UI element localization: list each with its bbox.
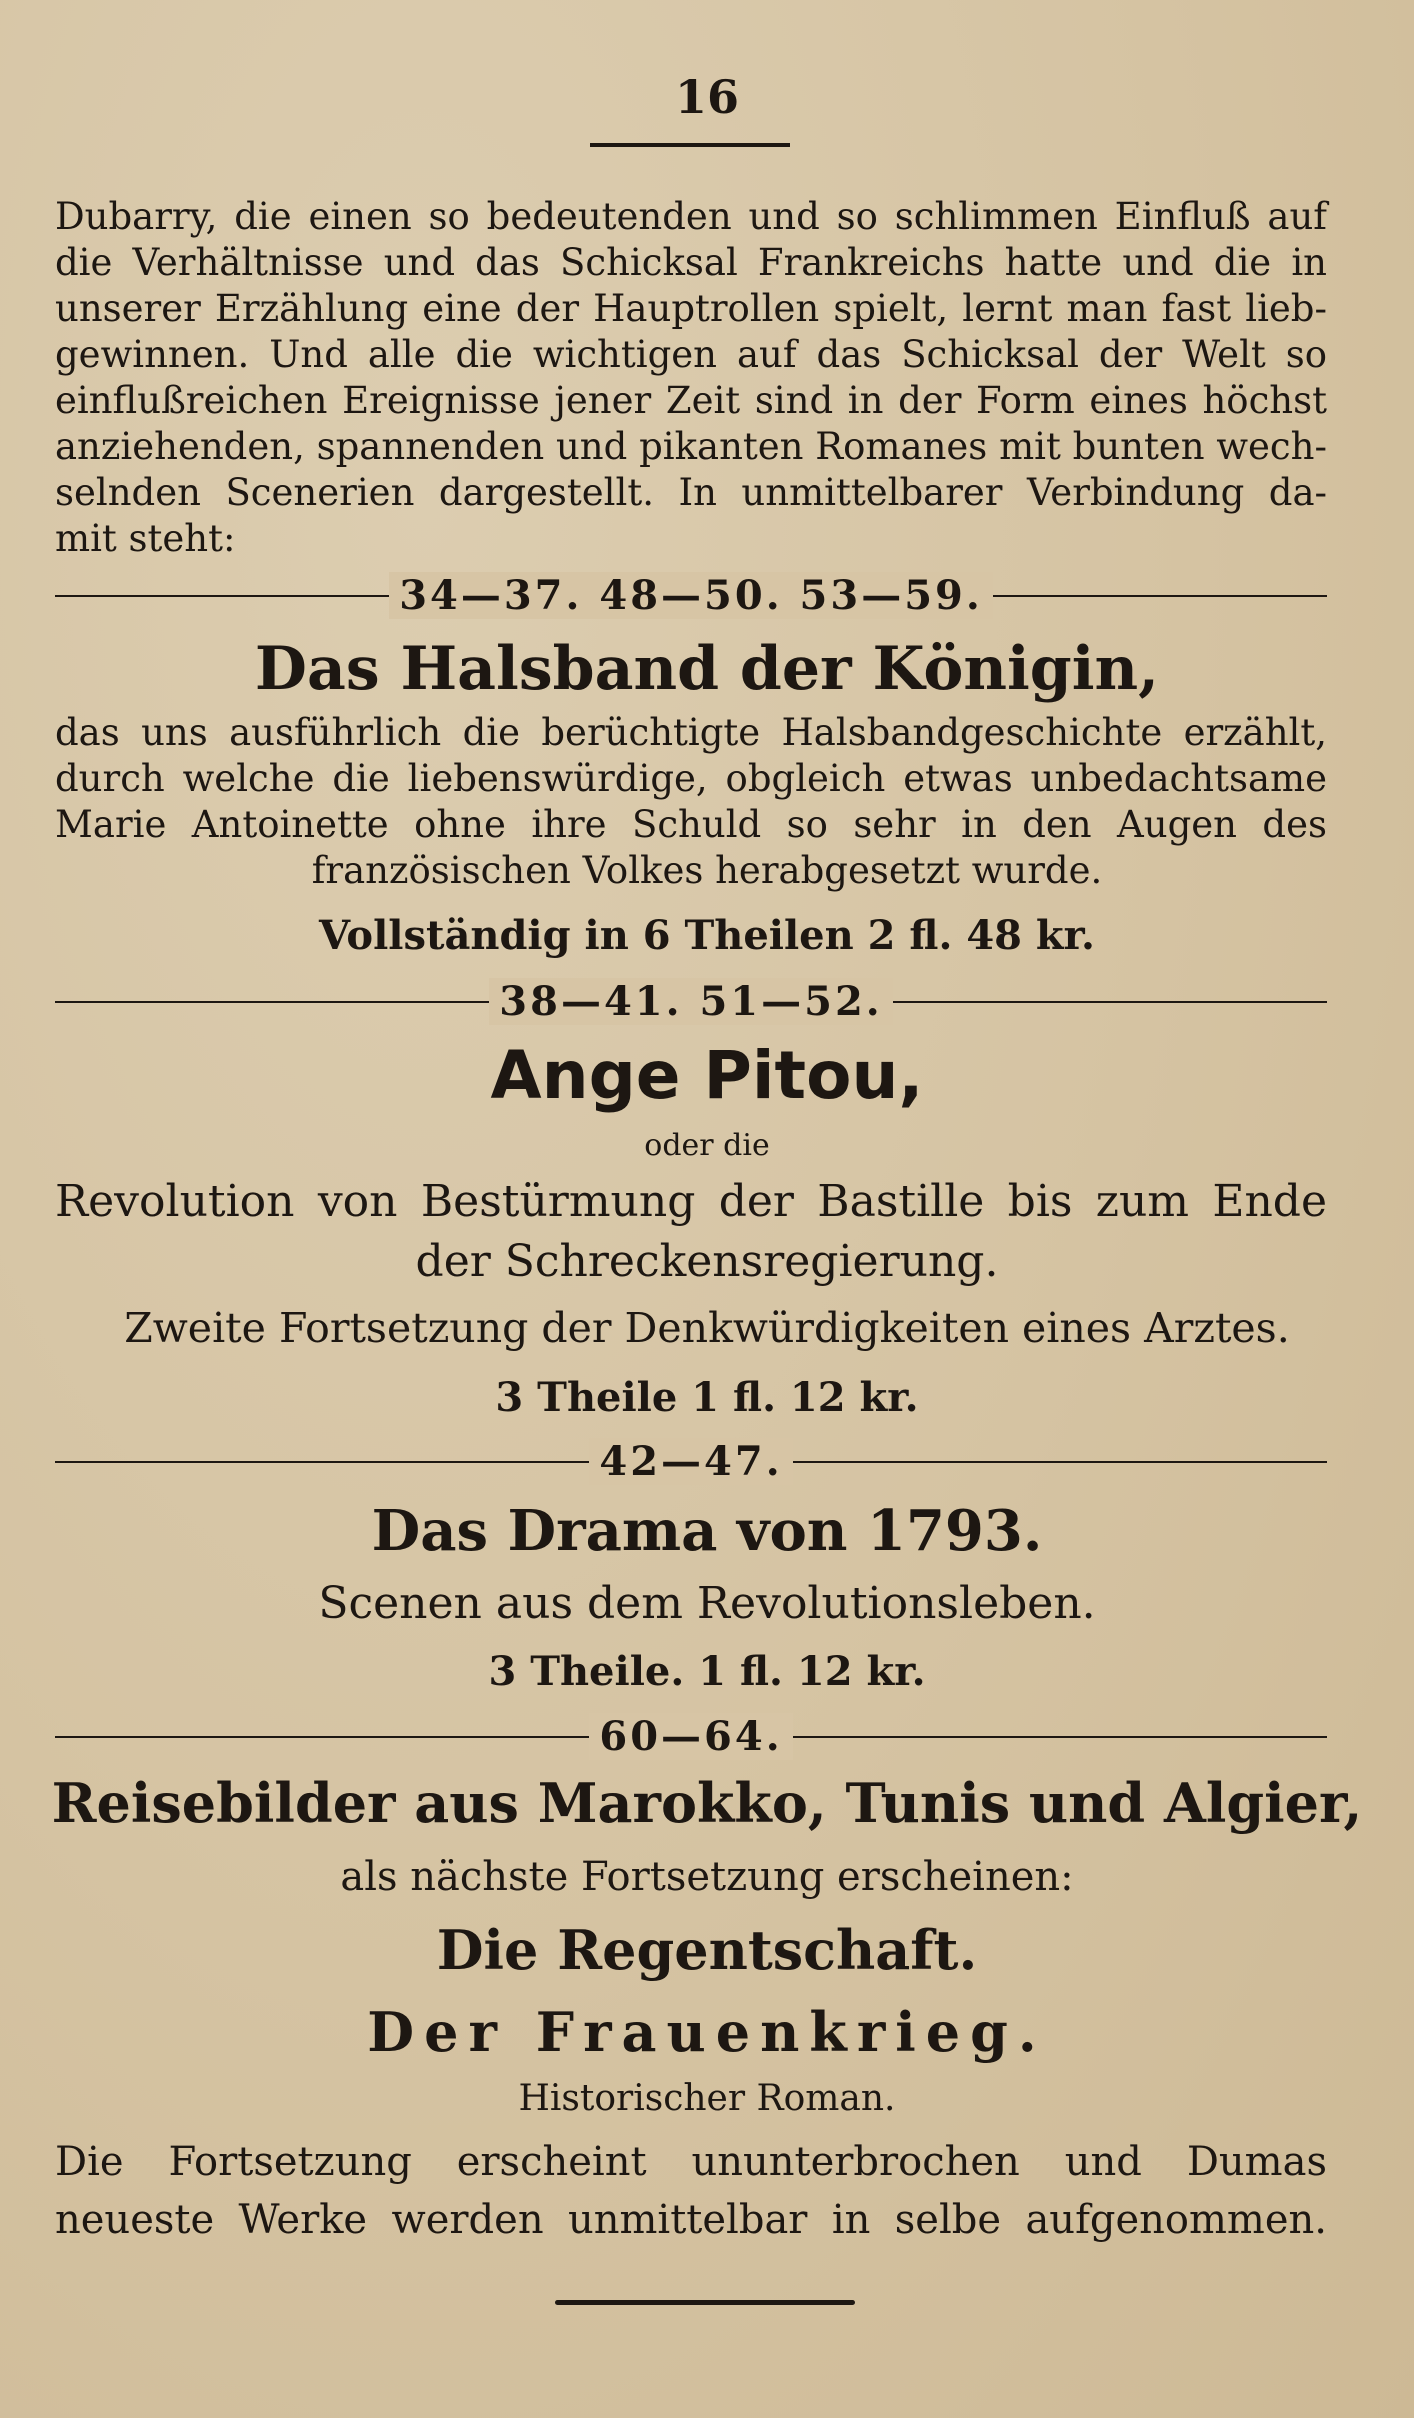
issue-numbers: 38—41. 51—52. — [489, 978, 892, 1025]
section-title: Reisebilder aus Marokko, Tunis und Algier, — [51, 1771, 1363, 1835]
section-divider — [55, 1437, 1327, 1487]
intro-line: die Verhältnisse und das Schicksal Frankreichs hatte und die in — [55, 241, 1327, 284]
intro-line: anziehenden, spannenden und pikanten Romanes mit bunten wech- — [55, 425, 1327, 468]
section-title: Das Drama von 1793. — [371, 1498, 1043, 1564]
page-number-rule — [590, 143, 790, 147]
section-divider — [55, 1712, 1327, 1762]
price-line: Vollständig in 6 Theilen 2 fl. 48 kr. — [319, 912, 1095, 959]
description-line: das uns ausführlich die berüchtigte Halsbandgeschichte erzählt, — [55, 711, 1327, 754]
connector-text: oder die — [644, 1128, 770, 1163]
closing-line: Die Fortsetzung erscheint ununterbrochen und Dumas — [55, 2139, 1327, 2185]
intro-line: selnden Scenerien dargestellt. In unmittelbarer Verbindung da- — [55, 471, 1327, 514]
intro-line: mit steht: — [55, 517, 236, 560]
intro-line: unserer Erzählung eine der Hauptrollen spielt, lernt man fast lieb- — [55, 287, 1327, 330]
price-line: 3 Theile. 1 fl. 12 kr. — [488, 1648, 926, 1695]
next-title: Der Frauenkrieg. — [367, 2000, 1047, 2064]
intro-line: einflußreichen Ereignisse jener Zeit sind in der Form eines höchst — [55, 379, 1327, 422]
subtitle-line: Revolution von Bestürmung der Bastille bis zum Ende — [55, 1176, 1327, 1227]
issue-numbers: 60—64. — [589, 1713, 792, 1760]
section-title: Ange Pitou, — [490, 1037, 924, 1114]
price-line: 3 Theile 1 fl. 12 kr. — [495, 1374, 919, 1421]
issue-numbers: 34—37. 48—50. 53—59. — [389, 572, 993, 619]
description-line: Marie Antoinette ohne ihre Schuld so sehr in den Augen des — [55, 803, 1327, 846]
closing-line: neueste Werke werden unmittelbar in selbe aufgenommen. — [55, 2197, 1327, 2243]
section-subtitle: Scenen aus dem Revolutionsleben. — [318, 1578, 1096, 1629]
end-rule — [555, 2300, 855, 2305]
next-title: Die Regentschaft. — [436, 1918, 978, 1982]
genre-text: Historischer Roman. — [518, 2078, 896, 2119]
description-line: durch welche die liebenswürdige, obgleich etwas unbedachtsame — [55, 757, 1327, 800]
section-divider — [55, 571, 1327, 621]
page-number: 16 — [674, 70, 739, 124]
subtitle-line: der Schreckensregierung. — [415, 1236, 999, 1287]
intro-line: gewinnen. Und alle die wichtigen auf das Schicksal der Welt so — [55, 333, 1327, 376]
section-title: Das Halsband der Königin, — [254, 634, 1160, 704]
description-line: französischen Volkes herabgesetzt wurde. — [311, 849, 1103, 892]
series-note: Zweite Fortsetzung der Denkwürdigkeiten eines Arztes. — [124, 1304, 1290, 1352]
issue-numbers: 42—47. — [589, 1438, 792, 1485]
announcement-text: als nächste Fortsetzung erscheinen: — [340, 1854, 1074, 1900]
section-divider — [55, 977, 1327, 1027]
intro-line: Dubarry, die einen so bedeutenden und so schlimmen Einfluß auf — [55, 195, 1327, 238]
